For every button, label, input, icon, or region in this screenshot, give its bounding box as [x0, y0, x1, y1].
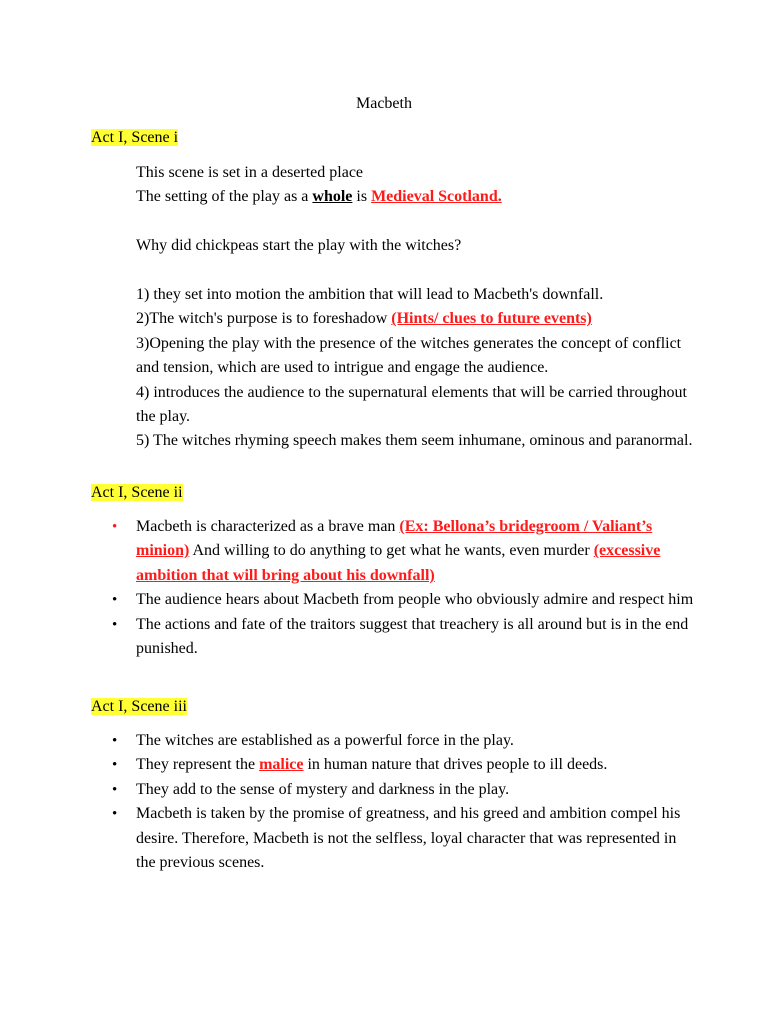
scene-1-setting-line: This scene is set in a deserted place — [136, 164, 364, 181]
spacer — [136, 210, 696, 234]
bullet-icon: • — [112, 757, 118, 774]
point-3: 3)Opening the play with the presence of the witches generates the concept of conflict and tension, which are used to intrigue and engage the audience. — [136, 334, 682, 377]
text-fragment: in human nature that drives people to ill deeds. — [303, 756, 608, 774]
list-item — [112, 778, 696, 802]
scene-2-heading-text: Act I, Scene ii — [91, 484, 183, 501]
text-fragment: The setting of the play as a — [136, 188, 313, 206]
scene-1-question: Why did chickpeas start the play with the witches? — [136, 237, 462, 255]
list-item — [112, 515, 696, 588]
scene-1-notes — [136, 161, 696, 454]
bullet-icon: • — [112, 781, 118, 798]
scene-1-whole-line — [136, 185, 696, 209]
emphasis-bellona: (Ex: Bellona’s bridegroom / Valiant’s minion) — [136, 518, 653, 560]
point-2 — [136, 307, 696, 331]
bullet-icon: • — [112, 616, 118, 633]
text-fragment: The actions and fate of the traitors suggest that treachery is all around but is in the end punished. — [136, 615, 689, 658]
text-fragment: They represent the — [136, 756, 260, 774]
text-fragment: Macbeth is characterized as a brave man — [136, 518, 400, 535]
list-item — [112, 802, 696, 875]
bullet-icon: • — [112, 592, 118, 609]
text-fragment: The audience hears about Macbeth from people who obviously admire and respect him — [136, 591, 694, 609]
list-item — [112, 588, 696, 612]
scene-3-heading-text: Act I, Scene iii — [91, 698, 187, 715]
emphasis-hints: (Hints/ clues to future events) — [391, 310, 592, 328]
list-item — [112, 613, 696, 662]
list-item — [112, 753, 696, 777]
scene-3-bullet-list — [112, 729, 696, 875]
text-fragment: The witches are established as a powerful force in the play. — [136, 732, 514, 749]
scene-1-heading — [91, 128, 178, 148]
text-fragment: And willing to do anything to get what he wants, even murder — [189, 542, 594, 560]
bullet-icon: • — [112, 806, 118, 823]
list-item — [112, 729, 696, 753]
bullet-icon: • — [112, 733, 118, 749]
point-5: 5) The witches rhyming speech makes them seem inhumane, ominous and paranormal. — [136, 432, 693, 450]
text-fragment: 2)The witch's purpose is to foreshadow — [136, 310, 392, 328]
scene-1-heading-text: Act I, Scene i — [91, 129, 179, 146]
bullet-icon: • — [112, 519, 118, 535]
document-title: Macbeth — [356, 95, 412, 112]
emphasis-malice: malice — [259, 756, 304, 774]
emphasis-excessive-ambition: (excessive ambition that will bring about his downfall) — [136, 542, 661, 584]
emphasis-whole: whole — [312, 188, 353, 206]
scene-2-bullet-list — [112, 515, 696, 661]
text-fragment: is — [352, 188, 372, 206]
spacer — [136, 259, 696, 283]
text-fragment: Macbeth is taken by the promise of greatness, and his greed and ambition compel his desire. Therefore, Macbeth is not the selfless, loyal character that was represented in the previous scenes. — [136, 805, 681, 872]
scene-2-heading — [91, 483, 183, 503]
point-4: 4) introduces the audience to the supernatural elements that will be carried throughout the play. — [136, 383, 687, 426]
scene-3-heading — [91, 697, 187, 717]
emphasis-medieval-scotland: Medieval Scotland. — [371, 188, 502, 206]
point-1: 1) they set into motion the ambition that will lead to Macbeth's downfall. — [136, 286, 604, 303]
text-fragment: They add to the sense of mystery and darkness in the play. — [136, 780, 510, 798]
